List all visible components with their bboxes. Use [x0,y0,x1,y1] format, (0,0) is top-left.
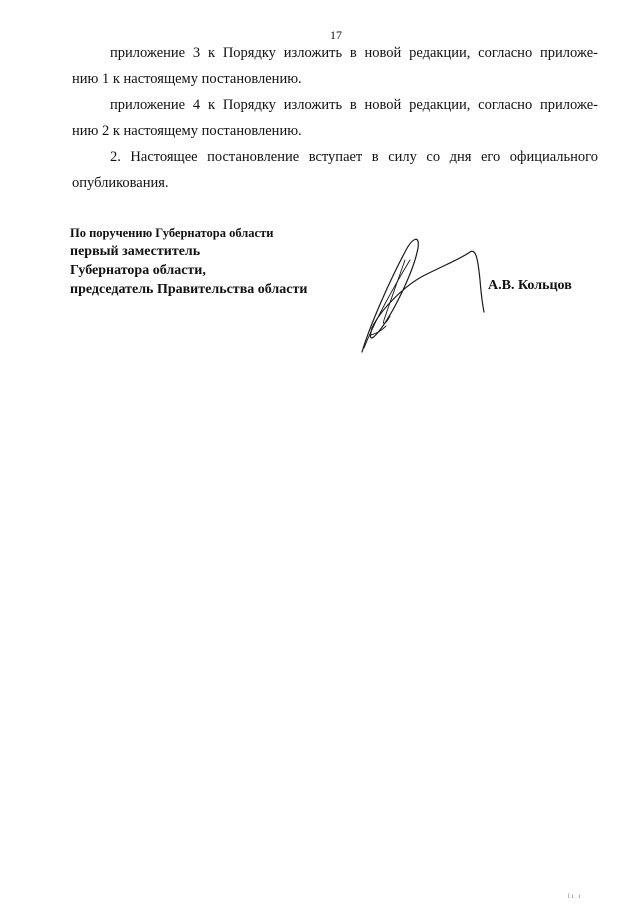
paragraph-effective-date [72,144,598,196]
paragraph-line: приложение 3 к Порядку изложить в новой редакции, согласно приложе- [110,45,598,61]
footer-mark: li ı [568,894,583,900]
paragraph-line: приложение 4 к Порядку изложить в новой редакции, согласно приложе- [110,97,598,113]
paragraph-line: 2. Настоящее постановление вступает в силу со дня его официального [110,149,598,165]
signer-authority: По поручению Губернатора области [70,226,274,240]
signer-position: Губернатора области, [70,263,206,278]
signer-position: председатель Правительства области [70,282,308,297]
paragraph-line: опубликования. [72,175,169,191]
handwritten-signature [350,230,500,360]
paragraph-line: нию 2 к настоящему постановлению. [72,123,302,139]
signer-position: первый заместитель [70,244,201,259]
page-number: 17 [330,28,342,42]
signer-name: А.В. Кольцов [488,278,572,293]
paragraph-line: нию 1 к настоящему постановлению. [72,71,302,87]
signature-block [70,225,307,299]
paragraph-appendix-4 [72,92,598,144]
paragraph-appendix-3 [72,40,598,92]
